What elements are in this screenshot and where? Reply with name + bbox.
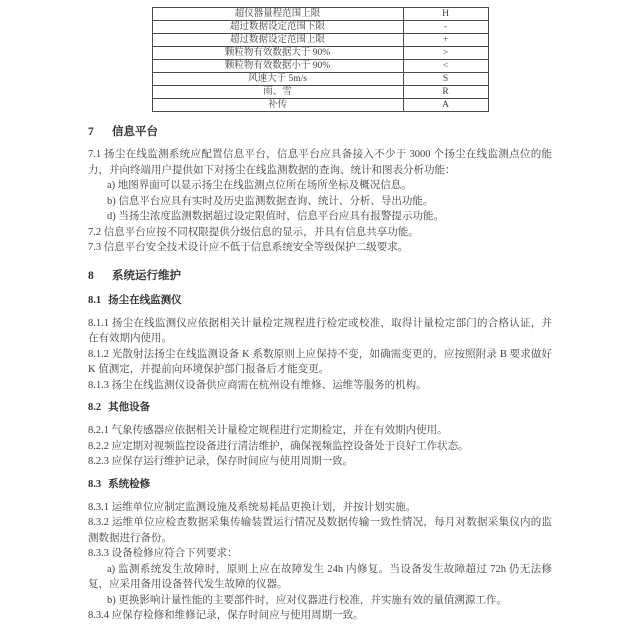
table-row [152, 21, 488, 34]
flag-symbol-cell: A [403, 99, 488, 112]
section-heading [88, 294, 552, 308]
flag-label-cell: 超过数据设定范围上限 [152, 34, 403, 47]
flag-symbol-cell: > [403, 47, 488, 60]
flag-symbol-cell: - [403, 21, 488, 34]
list-item: b) 信息平台应具有实时及历史监测数据查询、统计、分析、导出功能。 [107, 195, 434, 207]
paragraph: 7.2 信息平台应按不同权限提供分级信息的显示，并具有信息共享功能。 [88, 226, 419, 238]
flag-label-cell: 风速大于 5m/s [152, 73, 403, 86]
paragraph: 8.3.3 设备检修应符合下列要求： [88, 548, 238, 559]
table-row [152, 86, 488, 99]
section-number: 8 [88, 269, 94, 282]
flag-label-cell: 超仪器量程范围上限 [152, 8, 403, 21]
paragraph: 8.2.1 气象传感器应依据相关计量检定规程进行定期检定，并在有效期内使用。 [88, 425, 448, 436]
section-title: 扬尘在线监测仪 [108, 294, 182, 306]
flag-label-cell: 补传 [152, 99, 403, 112]
section-title: 系统运行维护 [112, 269, 181, 282]
paragraph: 8.3.2 运维单位应检查数据采集传输装置运行情况及数据传输一致性情况，每月对数据采集仪内的监测数据进行备份。 [88, 517, 552, 544]
flag-table [152, 7, 489, 112]
section-number: 8.2 [88, 402, 102, 413]
paragraph: 8.2.2 应定期对视频监控设备进行清洁维护，确保视频监控设备处于良好工作状态。 [88, 440, 469, 452]
document-content [88, 125, 552, 624]
section-title: 其他设备 [108, 402, 151, 413]
table-row [152, 73, 488, 86]
section-heading [88, 478, 552, 492]
paragraph: 8.2.3 应保存运行维护记录，保存时间应与使用周期一致。 [88, 456, 354, 467]
section-number: 8.1 [88, 294, 102, 306]
paragraph: 8.3.1 运维单位应制定监测设施及系统易耗品更换计划，并按计划实施。 [88, 501, 417, 513]
section-number: 7 [88, 126, 94, 138]
flag-label-cell: 颗粒物有效数据小于 90% [152, 60, 403, 73]
flag-symbol-cell: H [403, 8, 488, 21]
flag-label-cell: 超过数据设定范围下限 [152, 21, 403, 34]
table-row [152, 47, 488, 60]
flag-symbol-cell: + [403, 34, 488, 47]
table-row [152, 99, 488, 112]
list-item: d) 当扬尘浓度监测数据超过设定限值时，信息平台应具有报警提示功能。 [107, 211, 444, 222]
section-heading [88, 125, 552, 139]
list-item: b) 更换影响计量性能的主要部件时，应对仪器进行校准，并实施有效的量值溯源工作。 [107, 594, 507, 606]
table-row [152, 8, 488, 21]
list-item: a) 监测系统发生故障时，原则上应在故障发生 24h 内修复。当设备发生故障超过 72h 仍无法修复，应采用备用设备替代发生故障的仪器。 [88, 563, 552, 590]
paragraph: 8.3.4 应保存检修和维修记录，保存时间应与使用周期一致。 [88, 610, 364, 621]
table-row [152, 34, 488, 47]
flag-label-cell: 颗粒物有效数据大于 90% [152, 47, 403, 60]
list-item: a) 地图界面可以显示扬尘在线监测点位所在场所坐标及概况信息。 [107, 180, 412, 191]
section-title: 系统检修 [108, 478, 151, 490]
paragraph: 8.1.3 扬尘在线监测仪设备供应商需在杭州设有维修、运维等服务的机构。 [88, 379, 427, 391]
paragraph: 8.1.1 扬尘在线监测仪应依据相关计量检定规程进行检定或校准，取得计量检定部门的合格认证，并在有效期内使用。 [88, 317, 552, 344]
flag-label-cell: 雨、雪 [152, 86, 403, 99]
flag-table-body [152, 8, 488, 112]
flag-symbol-cell: < [403, 60, 488, 73]
section-heading [88, 401, 552, 415]
paragraph: 7.1 扬尘在线监测系统应配置信息平台，信息平台应具备接入不少于 3000 个扬尘在线监测点位的能力，并向终端用户提供如下对扬尘在线监测数据的查询、统计和图表分析功能： [88, 149, 552, 176]
flag-symbol-cell: R [403, 86, 488, 99]
paragraph: 8.1.2 光散射法扬尘在线监测设备 K 系数原则上应保持不变，如确需变更的，应按照附录 B 要求做好 K 值测定，并提前向环境保护部门报备后才能变更。 [88, 348, 552, 375]
section-heading [88, 269, 552, 283]
table-row [152, 60, 488, 73]
paragraph: 7.3 信息平台安全技术设计应不低于信息系统安全等级保护二级要求。 [88, 242, 409, 253]
flag-symbol-cell: S [403, 73, 488, 86]
section-number: 8.3 [88, 478, 102, 490]
section-title: 信息平台 [112, 126, 158, 138]
